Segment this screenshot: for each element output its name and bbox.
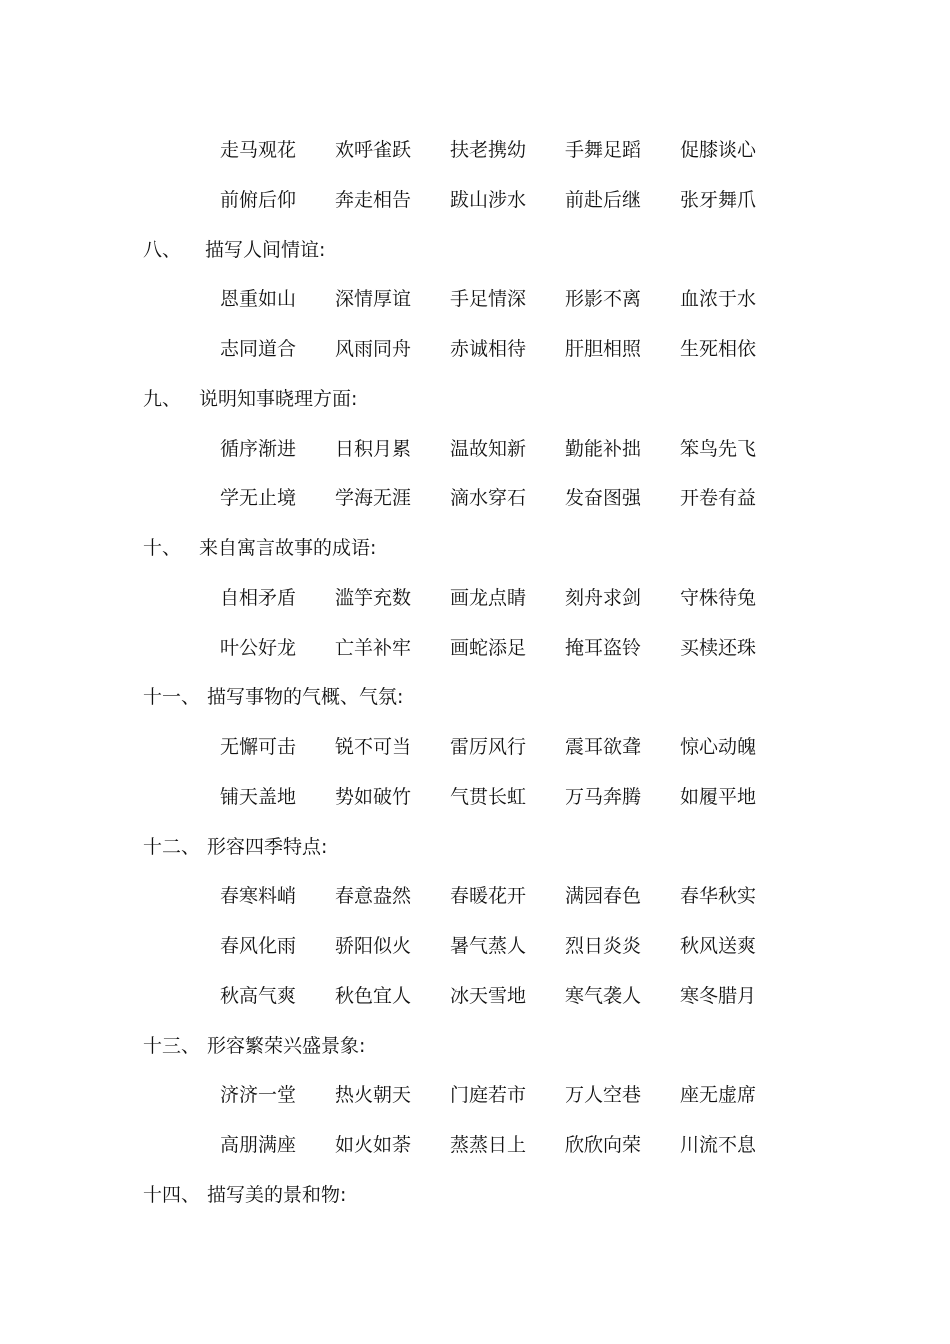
idiom-item: 笨鸟先飞 xyxy=(680,437,757,460)
idiom-item: 冰天雪地 xyxy=(450,984,527,1007)
idiom-item: 促膝谈心 xyxy=(680,139,757,161)
section-number: 十三、 xyxy=(143,1034,201,1057)
section-title: 描写事物的气概、气氛: xyxy=(207,686,404,709)
idiom-item: 春华秋实 xyxy=(680,885,757,908)
idiom-item: 志同道合 xyxy=(220,338,297,360)
idiom-item: 秋高气爽 xyxy=(220,984,297,1007)
section-number: 八、 xyxy=(143,238,182,261)
section-title: 形容繁荣兴盛景象: xyxy=(207,1034,366,1057)
idiom-item: 循序渐进 xyxy=(220,437,297,460)
idiom-item: 座无虚席 xyxy=(680,1084,757,1107)
idiom-item: 秋风送爽 xyxy=(680,935,757,957)
idiom-item: 无懈可击 xyxy=(220,736,297,758)
idiom-item: 发奋图强 xyxy=(565,487,642,510)
idiom-item: 滥竽充数 xyxy=(335,586,412,609)
idiom-item: 手舞足蹈 xyxy=(565,139,642,161)
idiom-item: 前赴后继 xyxy=(565,188,642,211)
idiom-item: 亡羊补牢 xyxy=(335,636,412,659)
idiom-item: 日积月累 xyxy=(335,437,412,460)
idiom-item: 铺天盖地 xyxy=(220,785,297,808)
idiom-item: 温故知新 xyxy=(450,437,527,460)
idiom-item: 蒸蒸日上 xyxy=(450,1134,527,1156)
idiom-item: 春寒料峭 xyxy=(220,885,297,908)
idiom-item: 奔走相告 xyxy=(335,188,412,211)
section-number: 十二、 xyxy=(143,835,201,858)
idiom-item: 画龙点睛 xyxy=(450,586,527,609)
idiom-item: 开卷有益 xyxy=(680,487,757,510)
idiom-item: 满园春色 xyxy=(565,885,642,908)
section-number: 九、 xyxy=(143,387,182,410)
idiom-item: 春暖花开 xyxy=(450,885,527,908)
idiom-item: 恩重如山 xyxy=(220,288,297,311)
idiom-item: 如火如荼 xyxy=(335,1134,412,1156)
idiom-item: 画蛇添足 xyxy=(450,636,527,659)
idiom-item: 学无止境 xyxy=(220,487,297,510)
idiom-item: 春风化雨 xyxy=(220,935,297,957)
section-title: 描写人间情谊: xyxy=(205,238,326,261)
section-number: 十四、 xyxy=(143,1183,201,1206)
idiom-item: 深情厚谊 xyxy=(335,288,412,311)
idiom-item: 高朋满座 xyxy=(220,1134,297,1156)
idiom-item: 刻舟求剑 xyxy=(565,586,642,609)
idiom-item: 门庭若市 xyxy=(450,1084,527,1107)
section-number: 十、 xyxy=(143,537,182,559)
idiom-item: 前俯后仰 xyxy=(220,188,297,211)
idiom-item: 叶公好龙 xyxy=(220,636,297,659)
idiom-item: 掩耳盗铃 xyxy=(565,636,642,659)
idiom-item: 学海无涯 xyxy=(335,487,412,510)
idiom-item: 惊心动魄 xyxy=(680,736,757,758)
idiom-item: 走马观花 xyxy=(220,139,297,161)
idiom-item: 秋色宜人 xyxy=(335,984,412,1007)
idiom-item: 形影不离 xyxy=(565,288,642,311)
section-title: 描写美的景和物: xyxy=(207,1183,347,1206)
idiom-item: 欣欣向荣 xyxy=(565,1134,642,1156)
idiom-item: 暑气蒸人 xyxy=(450,935,527,957)
idiom-item: 扶老携幼 xyxy=(450,139,527,161)
section-number: 十一、 xyxy=(143,686,201,709)
idiom-item: 热火朝天 xyxy=(335,1084,412,1107)
idiom-item: 血浓于水 xyxy=(680,288,757,311)
idiom-item: 如履平地 xyxy=(680,785,757,808)
idiom-item: 烈日炎炎 xyxy=(565,935,642,957)
idiom-item: 买椟还珠 xyxy=(680,636,757,659)
section-title: 形容四季特点: xyxy=(207,835,328,858)
idiom-item: 手足情深 xyxy=(450,288,527,311)
idiom-item: 锐不可当 xyxy=(335,736,412,758)
idiom-item: 肝胆相照 xyxy=(565,338,642,360)
idiom-item: 骄阳似火 xyxy=(335,935,412,957)
idiom-item: 风雨同舟 xyxy=(335,338,412,360)
idiom-item: 跋山涉水 xyxy=(450,188,527,211)
idiom-item: 张牙舞爪 xyxy=(680,188,757,211)
idiom-item: 勤能补拙 xyxy=(565,437,642,460)
idiom-item: 济济一堂 xyxy=(220,1084,297,1107)
idiom-item: 万人空巷 xyxy=(565,1084,642,1107)
idiom-item: 欢呼雀跃 xyxy=(335,139,412,161)
section-title: 说明知事晓理方面: xyxy=(199,387,358,410)
idiom-item: 守株待兔 xyxy=(680,586,757,609)
idiom-item: 气贯长虹 xyxy=(450,785,527,808)
idiom-item: 震耳欲聋 xyxy=(565,736,642,758)
idiom-item: 雷厉风行 xyxy=(450,736,527,758)
idiom-item: 赤诚相待 xyxy=(450,338,527,360)
idiom-item: 万马奔腾 xyxy=(565,785,642,808)
idiom-item: 寒冬腊月 xyxy=(680,984,757,1007)
idiom-item: 川流不息 xyxy=(680,1134,757,1156)
idiom-item: 势如破竹 xyxy=(335,785,412,808)
idiom-item: 自相矛盾 xyxy=(220,586,297,609)
idiom-item: 春意盎然 xyxy=(335,885,412,908)
idiom-item: 滴水穿石 xyxy=(450,487,527,510)
section-title: 来自寓言故事的成语: xyxy=(199,537,377,559)
idiom-item: 生死相依 xyxy=(680,338,757,360)
idiom-item: 寒气袭人 xyxy=(565,984,642,1007)
